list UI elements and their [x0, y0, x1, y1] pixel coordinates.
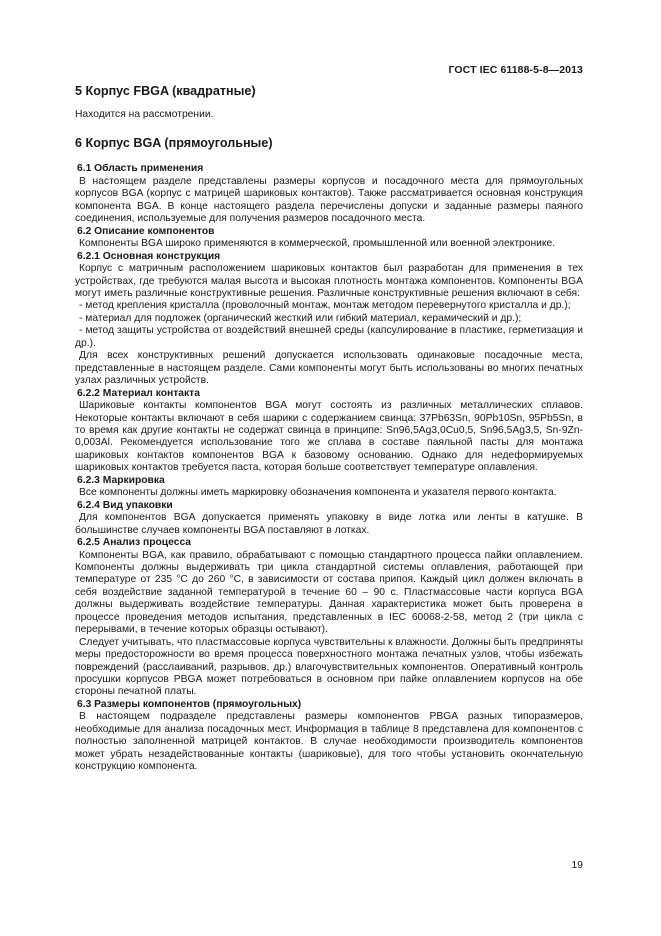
section-6-2-2-paragraph — [75, 400, 583, 475]
section-6-3-text: В настоящем подразделе представлены размеры компонентов PBGA разных типоразмеров, необходимые для анализа посадочных мест. Информация в таблице 8 представлена для компонентов с полностью заполненной матрицей контактов. В случае необходимости производитель компонентов может убрать незадействованные контакты (шариковые), для того чтобы установить окончательную конструкцию компонента. — [75, 711, 583, 773]
document-code: ГОСТ IEC 61188-5-8—2013 — [448, 64, 583, 76]
section-5-text: Находится на рассмотрении. — [75, 109, 214, 120]
section-6-2-2-text: Шариковые контакты компонентов BGA могут состоять из различных металлических сплавов. Некоторые контакты включают в себя шарики с содержанием свинца: 37Pb63Sn, 90Pb10Sn, 95Pb5Sn, в то время как другие контакты не содержат свинца в принципе: Sn96,5Ag3,0Cu0,5, Sn96,5Ag3,5, Sn-9Zn-0,003Al. Рекомендуется использование того же сплава в составе паяльной пасты для монтажа шариковых контактов компонентов BGA к базовому основанию. Однако для недеформируемых шариковых контактов требуется паста, которая больше соответствует температуре оплавления. — [75, 400, 583, 474]
section-6-2-5-text: Компоненты BGA, как правило, обрабатывают с помощью стандартного процесса пайки оплавлением. Компоненты должны выдерживать три цикла стандартной системы оплавления, работающей при температуре от 235 °С до 260 °С, в зависимости от состава припоя. Каждый цикл должен включать в себя воздействие заданной температурой в течение 60 – 90 с. Пластмассовые части корпуса BGA должны выдерживать воздействие температуры. Данная характеристика может быть проверена в процессе проведения методов испытания, представленных в IEC 60068-2-58, метод 2 (три цикла с перерывами, в течение которых образцы остывают). — [75, 549, 583, 636]
section-6-2-5-text-2: Следует учитывать, что пластмассовые корпуса чувствительны к влажности. Должны быть предприняты меры предосторожности во время процесса поверхностного монтажа печатных узлов, чтобы избежать повреждений (расслаиваний, разрывов, др.) влагочувствительных компонентов. Оперативный контроль просушки корпусов PBGA может потребоваться в основном при пайке оплавлением корпусов на обе стороны печатной платы. — [75, 636, 583, 698]
section-6-2-text: Компоненты BGA широко применяются в коммерческой, промышленной или военной электронике. — [79, 238, 556, 250]
list-item — [75, 325, 583, 350]
section-6-2-4-title: 6.2.4 Вид упаковки — [77, 499, 173, 511]
section-6-2-paragraph — [75, 238, 583, 250]
section-6-1-title: 6.1 Область применения — [77, 163, 204, 175]
section-6-1-paragraph — [75, 176, 583, 226]
section-6-2-1-paragraph-2 — [75, 350, 583, 387]
section-5-title: 5 Корпус FBGA (квадратные) — [75, 84, 256, 98]
section-6-2-1-title: 6.2.1 Основная конструкция — [77, 250, 221, 262]
section-6-1-text: В настоящем разделе представлены размеры корпусов и посадочного места для прямоугольных корпусов BGA (корпус с матрицей шариковых контактов). Также рассматривается основная конструкция компонента BGA. В конце настоящего раздела перечислены допуски и заданные размеры паяного соединения, используемые для получения размеров посадочного места. — [75, 175, 583, 225]
section-6-2-5-title: 6.2.5 Анализ процесса — [77, 537, 192, 549]
section-6-2-title: 6.2 Описание компонентов — [77, 225, 215, 237]
list-item-text: - метод крепления кристалла (проволочный монтаж, монтаж методом перевернутого кристалла и др.); — [79, 300, 571, 312]
section-6-2-1-text-2: Для всех конструктивных решений допускается использовать одинаковые посадочные места, представленные в настоящем разделе. Сами компоненты могут быть использованы во многих печатных узлах различных устройств. — [75, 350, 583, 387]
section-6-3-title: 6.3 Размеры компонентов (прямоугольных) — [77, 698, 302, 710]
section-6-2-3-title: 6.2.3 Маркировка — [77, 474, 165, 486]
page-number: 19 — [571, 859, 583, 871]
section-6-2-5-paragraph-2 — [75, 637, 583, 699]
list-item-text: - метод защиты устройства от воздействий внешней среды (капсулирование в пластике, герметизация и др.). — [75, 325, 583, 349]
section-6-2-3-text: Все компоненты должны иметь маркировку обозначения компонента и указателя первого контакта. — [79, 487, 557, 499]
section-6-2-2-title: 6.2.2 Материал контакта — [77, 387, 200, 399]
section-6-title: 6 Корпус BGA (прямоугольные) — [75, 136, 273, 151]
page-content — [75, 84, 583, 774]
section-6-3-paragraph — [75, 711, 583, 773]
section-6-2-3-paragraph — [75, 487, 583, 499]
section-6-2-5-paragraph — [75, 550, 583, 637]
list-item — [75, 300, 583, 312]
list-item-text: - материал для подложек (органический жесткий или гибкий материал, керамический и др.); — [79, 312, 522, 324]
section-6-2-1-paragraph — [75, 263, 583, 300]
section-6-2-4-text: Для компонентов BGA допускается применять упаковку в виде лотка или ленты в катушке. В большинстве случаев компоненты BGA поставляют в лотках. — [75, 512, 583, 536]
list-item — [75, 313, 583, 325]
section-6-2-4-paragraph — [75, 512, 583, 537]
section-6-2-1-text: Корпус с матричным расположением шариковых контактов был разработан для применения в тех устройствах, где требуются малая высота и высокая плотность монтажа компонентов. Компоненты BGA могут иметь различные конструктивные решения. Различные конструктивные решения включают в себя: — [75, 263, 583, 299]
